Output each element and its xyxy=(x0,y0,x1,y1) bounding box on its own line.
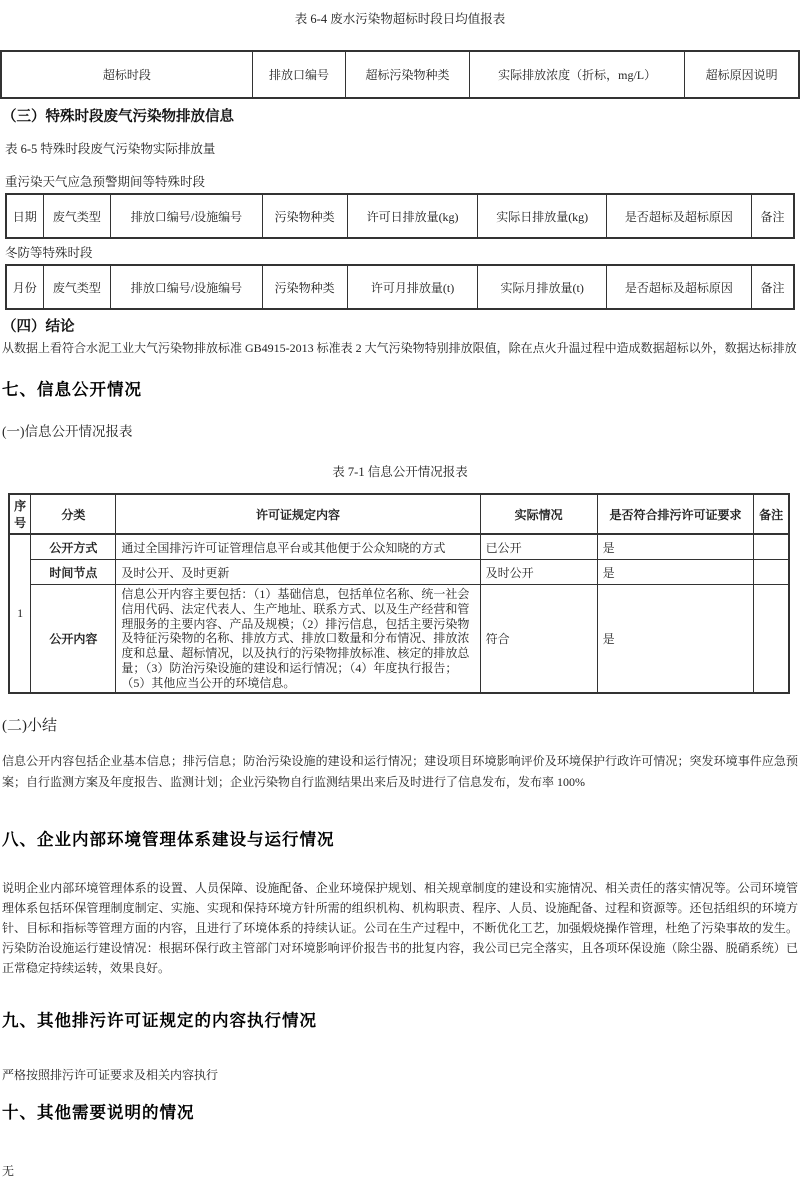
chapter-9-text: 严格按照排污许可证要求及相关内容执行 xyxy=(2,1067,219,1082)
col-seq: 序号 xyxy=(9,494,31,534)
table-6-4-caption: 表 6-4 废水污染物超标时段日均值报表 xyxy=(294,12,506,26)
section-7-2-text: 信息公开内容包括企业基本信息；排污信息；防治污染设施的建设和运行情况；建设项目环境影响评价及环境保护行政许可情况；突发环境事件应急预案；自行监测方案及年度报告、监测计划；企业污染物自行监测结果出来后及时进行了信息发布，发布率 100% xyxy=(2,754,798,789)
table-6-5a-label: 重污染天气应急预警期间等特殊时段 xyxy=(5,175,206,189)
col-actual-monthly-emission: 实际月排放量(t) xyxy=(478,265,606,309)
col-gas-type: 废气类型 xyxy=(43,194,111,238)
col-date: 日期 xyxy=(6,194,43,238)
section-7-2-heading: (二)小结 xyxy=(2,718,57,735)
col-remark: 备注 xyxy=(751,265,794,309)
seq-cell: 1 xyxy=(9,534,31,693)
category-cell: 公开方式 xyxy=(31,534,116,560)
table-6-4-header-row xyxy=(1,51,799,98)
table-row xyxy=(9,560,789,585)
col-overstandard-period: 超标时段 xyxy=(1,51,252,98)
section-4-heading: （四）结论 xyxy=(2,319,75,335)
remark-cell xyxy=(754,534,789,560)
col-pollutant-type: 污染物种类 xyxy=(262,265,347,309)
report-page xyxy=(0,9,800,1181)
col-permitted-daily-emission: 许可日排放量(kg) xyxy=(347,194,478,238)
chapter-10-text: 无 xyxy=(2,1163,15,1178)
col-remark: 备注 xyxy=(751,194,794,238)
table-6-5b xyxy=(5,264,795,310)
table-7-1-header-row xyxy=(9,494,789,534)
table-6-5b-label: 冬防等特殊时段 xyxy=(5,246,93,260)
content-cell: 及时公开、及时更新 xyxy=(116,560,480,585)
section-7-1-heading: (一)信息公开情况报表 xyxy=(2,424,133,440)
table-row xyxy=(9,534,789,560)
chapter-9-heading: 九、其他排污许可证规定的内容执行情况 xyxy=(2,1011,317,1030)
category-cell: 公开内容 xyxy=(31,585,116,694)
category-cell: 时间节点 xyxy=(31,560,116,585)
col-category: 分类 xyxy=(31,494,116,534)
col-permit-content: 许可证规定内容 xyxy=(116,494,480,534)
table-6-5a xyxy=(5,193,795,239)
actual-cell: 及时公开 xyxy=(480,560,597,585)
remark-cell xyxy=(754,585,789,694)
table-6-5-caption: 表 6-5 特殊时段废气污染物实际排放量 xyxy=(5,142,216,156)
table-7-1 xyxy=(8,493,790,694)
content-cell: 通过全国排污许可证管理信息平台或其他便于公众知晓的方式 xyxy=(116,534,480,560)
chapter-8-text: 说明企业内部环境管理体系的设置、人员保障、设施配备、企业环境保护规划、相关规章制度的建设和实施情况、相关责任的落实情况等。公司环境管理体系包括环保管理制度制定、实施、实现和保持环境方针所需的组织机构、机构职责、程序、人员、设施配备、过程和资源等。还包括组织的环境方针、目标和指标等管理方面的内容，且进行了环境体系的持续认证。公司在生产过程中，不断优化工艺，加强煅烧操作管理，杜绝了污染事故的发生。 污染防治设施运行建设情况：根据环保行政主管部门对环境影响评价报告书的批复内容，我公司已完全落实，且各项环保设施（除尘器、脱硝系统）已正常稳定持续运转，效果良好。 xyxy=(2,880,798,976)
section-4-text: 从数据上看符合水泥工业大气污染物排放标准 GB4915-2013 标准表 2 大气污染物特别排放限值，除在点火升温过程中造成数据超标以外，数据达标排放 xyxy=(2,341,797,355)
table-7-1-caption: 表 7-1 信息公开情况报表 xyxy=(332,465,468,480)
col-month: 月份 xyxy=(6,265,43,309)
table-6-5a-header-row xyxy=(6,194,794,238)
col-comply: 是否符合排污许可证要求 xyxy=(597,494,754,534)
actual-cell: 符合 xyxy=(480,585,597,694)
col-pollutant-type: 污染物种类 xyxy=(262,194,347,238)
col-remark: 备注 xyxy=(754,494,789,534)
actual-cell: 已公开 xyxy=(480,534,597,560)
col-exceed-reason: 是否超标及超标原因 xyxy=(606,265,751,309)
comply-cell: 是 xyxy=(597,534,754,560)
section-3-heading: （三）特殊时段废气污染物排放信息 xyxy=(2,109,234,125)
col-reason: 超标原因说明 xyxy=(685,51,799,98)
table-6-5b-header-row xyxy=(6,265,794,309)
remark-cell xyxy=(754,560,789,585)
col-pollutant-type: 超标污染物种类 xyxy=(346,51,470,98)
col-gas-type: 废气类型 xyxy=(43,265,111,309)
col-actual-daily-emission: 实际日排放量(kg) xyxy=(478,194,606,238)
col-permitted-monthly-emission: 许可月排放量(t) xyxy=(347,265,478,309)
table-row xyxy=(9,585,789,694)
chapter-7-heading: 七、信息公开情况 xyxy=(2,381,142,400)
col-outlet-number: 排放口编号 xyxy=(252,51,345,98)
col-actual-situation: 实际情况 xyxy=(480,494,597,534)
col-exceed-reason: 是否超标及超标原因 xyxy=(606,194,751,238)
col-outlet-facility-number: 排放口编号/设施编号 xyxy=(111,194,262,238)
content-cell: 信息公开内容主要包括：（1）基础信息，包括单位名称、统一社会信用代码、法定代表人、生产地址、联系方式、以及生产经营和管理服务的主要内容、产品及规模；（2）排污信息，包括主要污染物及特征污染物的名称、排放方式、排放口数量和分布情况、排放浓度和总量、超标情况，以及执行的污染物排放标准、核定的排放总量；（3）防治污染设施的建设和运行情况；（4）年度执行报告；（5）其他应当公开的环境信息。 xyxy=(116,585,480,694)
col-outlet-facility-number: 排放口编号/设施编号 xyxy=(111,265,262,309)
comply-cell: 是 xyxy=(597,585,754,694)
chapter-10-heading: 十、其他需要说明的情况 xyxy=(2,1103,195,1122)
table-6-4 xyxy=(0,50,800,99)
comply-cell: 是 xyxy=(597,560,754,585)
chapter-8-heading: 八、企业内部环境管理体系建设与运行情况 xyxy=(2,830,335,849)
col-actual-concentration: 实际排放浓度（折标，mg/L） xyxy=(469,51,684,98)
